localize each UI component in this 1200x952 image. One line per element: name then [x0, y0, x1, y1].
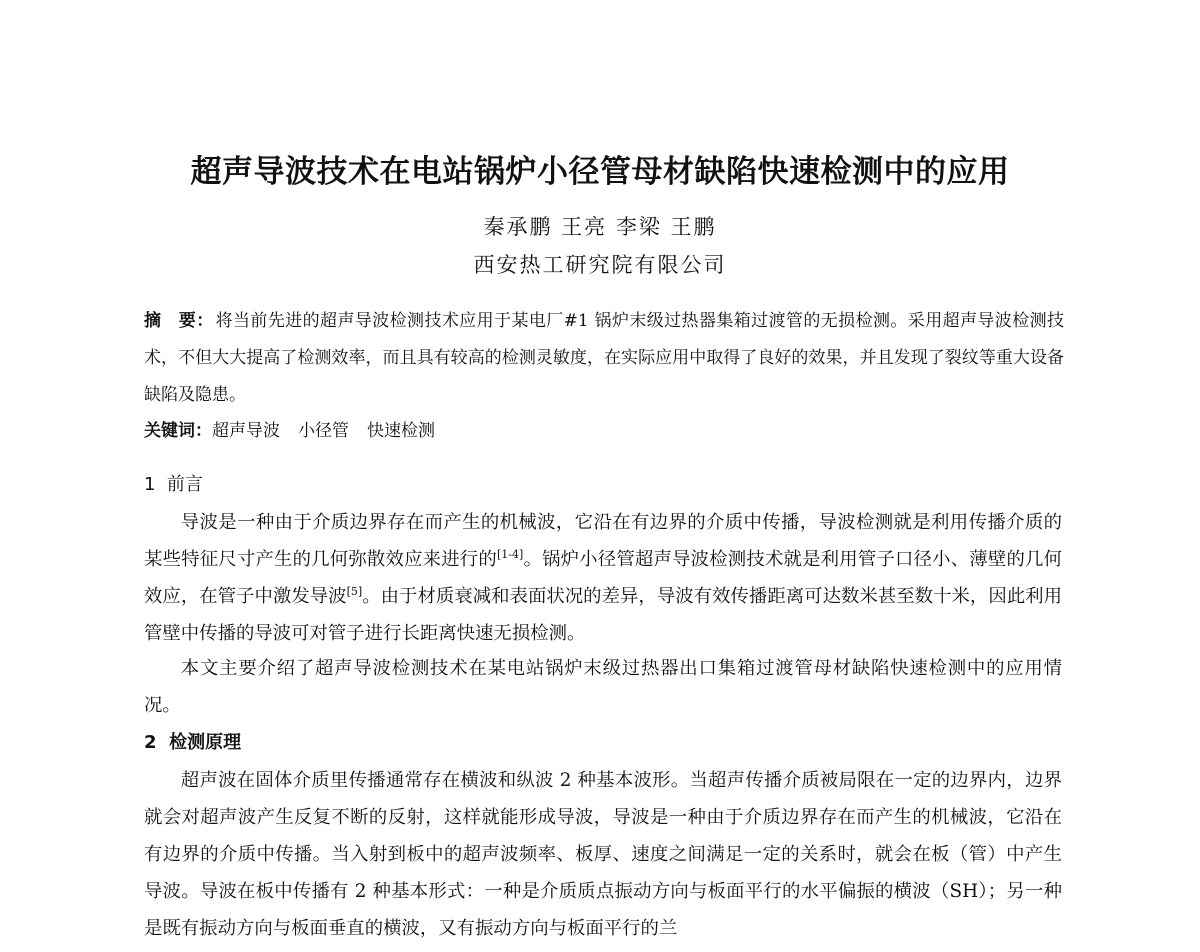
- keywords-label: 关键词：: [144, 421, 212, 441]
- abstract-text: 将当前先进的超声导波检测技术应用于某电厂#1 锅炉末级过热器集箱过渡管的无损检测。采用超声导波检测技术，不但大大提高了检测效率，而且具有较高的检测灵敏度，在实际应用中取得了良好的效果，并且发现了裂纹等重大设备缺陷及隐患。: [144, 311, 1065, 405]
- paragraph: [144, 504, 1062, 652]
- paper-title: 超声导波技术在电站锅炉小径管母材缺陷快速检测中的应用: [190, 154, 1010, 190]
- paper-affiliation: 西安热工研究院有限公司: [473, 253, 727, 277]
- paragraph-text: 导波是一种由于介质边界存在而产生的机械波，它沿在有边界的介质中传播，导波检测就是利用传播介质的某些特征尺寸产生的几何弥散效应来进行的: [144, 512, 1062, 570]
- paragraph-text: 。由于材质衰减和表面状况的差异，导波有效传播距离可达数米甚至数十米，因此利用管壁中传播的导波可对管子进行长距离快速无损检测。: [144, 586, 1062, 644]
- keyword: 快速检测: [367, 421, 435, 441]
- section-number: 2: [144, 732, 157, 753]
- section-title: 前言: [166, 474, 203, 495]
- keyword: 超声导波: [212, 421, 280, 441]
- abstract-label: 摘 要：: [144, 311, 214, 331]
- citation: [5]: [346, 584, 363, 598]
- paragraph: [144, 650, 1062, 724]
- citation: [1-4]: [496, 547, 524, 561]
- paragraph: [144, 762, 1062, 947]
- keyword: 小径管: [298, 421, 349, 441]
- paragraph-text: 超声波在固体介质里传播通常存在横波和纵波 2 种基本波形。当超声传播介质被局限在一定的边界内，边界就会对超声波产生反复不断的反射，这样就能形成导波，导波是一种由于介质边界存在而产生的机械波，它沿在有边界的介质中传播。当入射到板中的超声波频率、板厚、速度之间满足一定的关系时，就会在板（管）中产生导波。导波在板中传播有 2 种基本形式：一种是介质质点振动方向与板面平行的水平偏振的横波（SH）；另一种是既有振动方向与板面垂直的横波，又有振动方向与板面平行的兰: [144, 770, 1062, 939]
- section-number: 1: [144, 474, 156, 495]
- section-heading: [144, 470, 203, 500]
- paper-authors: 秦承鹏 王亮 李梁 王鹏: [483, 215, 717, 239]
- keywords: [144, 415, 1064, 447]
- section-title: 检测原理: [169, 732, 242, 753]
- section-heading: [144, 728, 241, 758]
- paragraph-text: 本文主要介绍了超声导波检测技术在某电站锅炉末级过热器出口集箱过渡管母材缺陷快速检测中的应用情况。: [144, 658, 1062, 716]
- paragraph-text: 。锅炉小径管超声导波检测技术就是利用管子口径小、薄壁的几何效应，在管子中激发导波: [144, 549, 1062, 607]
- abstract: [144, 303, 1064, 414]
